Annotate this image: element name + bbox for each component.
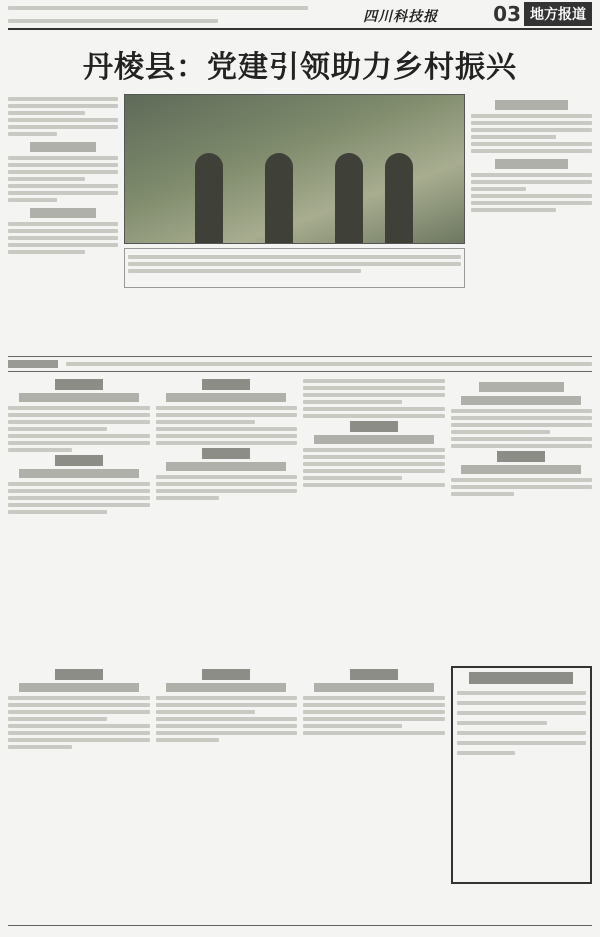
news-column <box>8 376 150 666</box>
section-subheading <box>495 100 567 110</box>
article-title <box>461 396 581 405</box>
region-tag <box>202 379 250 390</box>
notice-column <box>451 666 593 884</box>
news-column <box>303 376 445 666</box>
region-tag <box>350 669 398 680</box>
section-band-label <box>8 360 58 368</box>
main-headline: 丹棱县：党建引领助力乡村振兴 <box>83 50 517 85</box>
photo-caption <box>124 248 465 288</box>
county-news-area <box>8 376 592 666</box>
masthead-meta-line <box>8 6 308 10</box>
masthead-meta-line <box>8 19 218 23</box>
page-footer <box>8 925 592 933</box>
region-tag <box>350 421 398 432</box>
lead-story-column <box>8 94 118 352</box>
lead-photo-block <box>124 94 465 352</box>
region-tag <box>497 451 545 462</box>
news-column <box>8 666 150 884</box>
notice-title <box>469 672 573 684</box>
news-column <box>156 376 298 666</box>
section-band <box>8 356 592 372</box>
section-subheading <box>30 142 96 152</box>
article-title <box>166 683 286 692</box>
article-title <box>19 683 139 692</box>
lower-news-area <box>8 666 592 884</box>
article-title <box>314 435 434 444</box>
photo-figure <box>265 153 293 243</box>
article-title <box>166 393 286 402</box>
article-title <box>19 393 139 402</box>
article-title <box>314 683 434 692</box>
photo-figure <box>385 153 413 243</box>
masthead <box>8 2 592 30</box>
side-story-column <box>471 94 592 352</box>
lead-story-area <box>8 94 592 352</box>
lead-photo <box>124 94 465 244</box>
article-title <box>461 465 581 474</box>
public-notice-box <box>451 666 593 884</box>
page-tag <box>493 2 592 26</box>
photo-figure <box>335 153 363 243</box>
article-title <box>166 462 286 471</box>
page-number: 03 <box>493 2 521 26</box>
section-name: 地方报道 <box>524 2 592 26</box>
news-column <box>156 666 298 884</box>
region-tag <box>55 379 103 390</box>
region-tag <box>55 455 103 466</box>
article-title <box>19 469 139 478</box>
photo-figure <box>195 153 223 243</box>
region-tag <box>202 448 250 459</box>
news-column <box>451 376 593 666</box>
masthead-meta <box>8 3 308 26</box>
region-tag <box>202 669 250 680</box>
masthead-logo: 四川科技报 <box>363 9 439 25</box>
section-subheading <box>479 382 564 392</box>
region-tag <box>55 669 103 680</box>
section-subheading <box>30 208 96 218</box>
section-subheading <box>495 159 567 169</box>
news-column <box>303 666 445 884</box>
